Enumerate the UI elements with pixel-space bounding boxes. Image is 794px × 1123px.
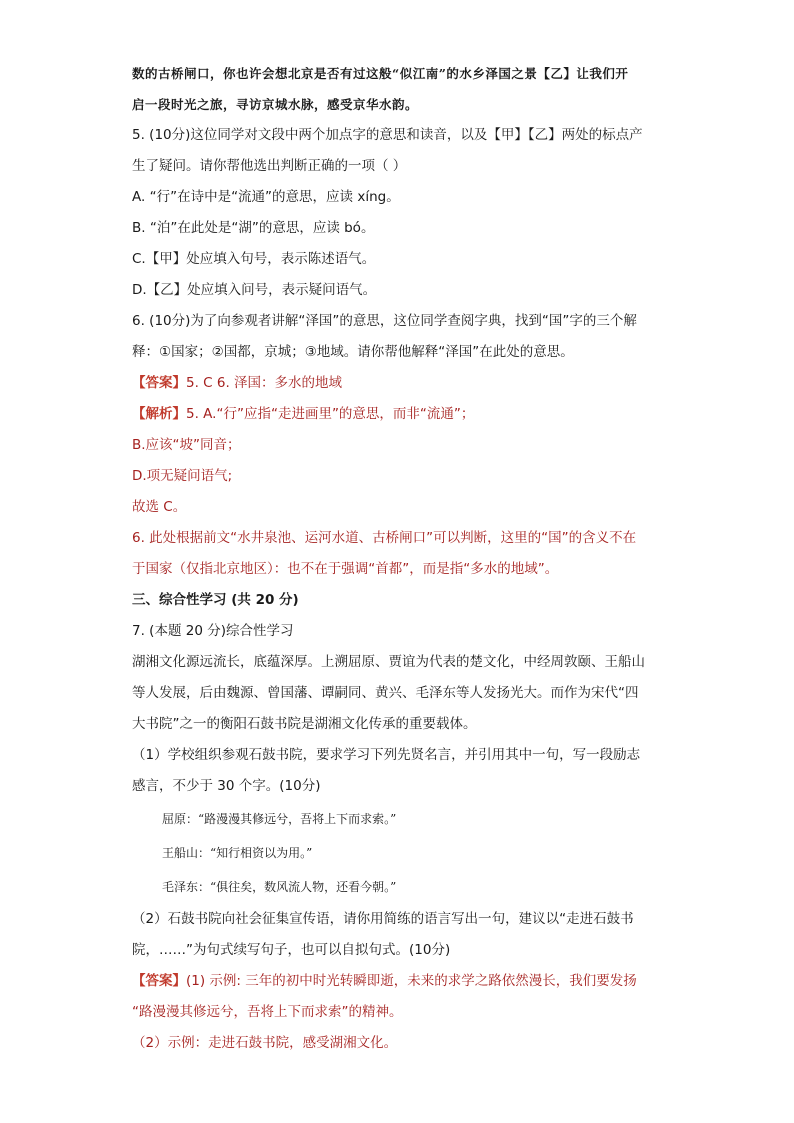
analysis-line-4: 故选 C。 [132, 499, 187, 515]
q6-stem-line-2: 释：①国家；②国都，京城；③地域。请你帮他解释“泽国”在此处的意思。 [132, 344, 574, 360]
answer-block-2 [132, 966, 664, 997]
analysis-line-5: 6. 此处根据前文“水井泉池、运河水道、古桥闸口”可以判断，这里的“国”的含义不在 [132, 530, 637, 546]
answer-label: 【答案】 [132, 973, 186, 989]
q5-option-c: C.【甲】处应填入句号，表示陈述语气。 [132, 251, 376, 267]
q7-intro-line-3: 大书院”之一的衡阳石鼓书院是湖湘文化传承的重要载体。 [132, 716, 477, 732]
answer2-line-2: “路漫漫其修远兮，吾将上下而求索”的精神。 [132, 1004, 403, 1020]
answer-block-1 [132, 368, 664, 399]
q5-option-a: A. “行”在诗中是“流通”的意思，应读 xíng。 [132, 189, 400, 205]
q7-intro-line-1: 湖湘文化源远流长，底蕴深厚。上溯屈原、贾谊为代表的楚文化，中经周敦颐、王船山 [132, 654, 645, 670]
analysis-line-1: 5. A.“行”应指“走进画里”的意思，而非“流通”； [186, 406, 475, 422]
document-page [132, 58, 664, 1059]
answer2-line-1: (1) 示例: 三年的初中时光转瞬即逝，未来的求学之路依然漫长，我们要发扬 [186, 973, 637, 989]
quote-wang-chuanshan: 王船山：“知行相资以为用。” [162, 846, 313, 860]
analysis-line-6: 于国家（仅指北京地区）：也不在于强调“首都”，而是指“多水的地域”。 [132, 561, 559, 577]
q7-sub2-line-2: 院，……”为句式续写句子，也可以自拟句式。(10分) [132, 942, 451, 958]
q7-sub1-line-1: （1）学校组织参观石鼓书院，要求学习下列先贤名言，并引用其中一句，写一段励志 [132, 747, 641, 763]
section-3-title: 三、综合性学习 (共 20 分) [132, 592, 299, 608]
q6-stem-line-1: 6. (10分)为了向参观者讲解“泽国”的意思，这位同学查阅字典，找到“国”字的三个解 [132, 313, 637, 329]
q7-sub1-line-2: 感言，不少于 30 个字。(10分) [132, 778, 321, 794]
passage-line-1: 数的古桥闸口，你也许会想北京是否有过这般“似江南”的水乡泽国之景【乙】让我们开 [132, 66, 629, 81]
quote-mao-zedong: 毛泽东：“俱往矣，数风流人物，还看今朝。” [162, 880, 397, 894]
analysis-block [132, 399, 664, 430]
analysis-line-3: D.项无疑问语气; [132, 468, 233, 484]
q5-stem-line-2: 生了疑问。请你帮他选出判断正确的一项（ ） [132, 158, 407, 174]
passage-line-2: 启一段时光之旅，寻访京城水脉，感受京华水韵。 [132, 97, 419, 112]
answer-text: 5. C 6. 泽国：多水的地域 [186, 375, 343, 391]
q7-header: 7. (本题 20 分)综合性学习 [132, 623, 294, 639]
answer-label: 【答案】 [132, 375, 186, 391]
q5-stem-line-1: 5. (10分)这位同学对文段中两个加点字的意思和读音，以及【甲】【乙】两处的标点产 [132, 127, 643, 143]
q7-intro-line-2: 等人发展，后由魏源、曾国藩、谭嗣同、黄兴、毛泽东等人发扬光大。而作为宋代“四 [132, 685, 639, 701]
q7-sub2-line-1: （2）石鼓书院向社会征集宣传语，请你用简练的语言写出一句，建议以“走进石鼓书 [132, 911, 634, 927]
q5-option-d: D.【乙】处应填入问号，表示疑问语气。 [132, 282, 377, 298]
analysis-line-2: B.应该“坡”同音； [132, 437, 241, 453]
answer2-line-3: （2）示例：走进石鼓书院，感受湖湘文化。 [132, 1035, 398, 1051]
analysis-label: 【解析】 [132, 406, 186, 422]
q5-option-b: B. “泊”在此处是“湖”的意思，应读 bó。 [132, 220, 375, 236]
quote-qu-yuan: 屈原：“路漫漫其修远兮，吾将上下而求索。” [162, 812, 397, 826]
